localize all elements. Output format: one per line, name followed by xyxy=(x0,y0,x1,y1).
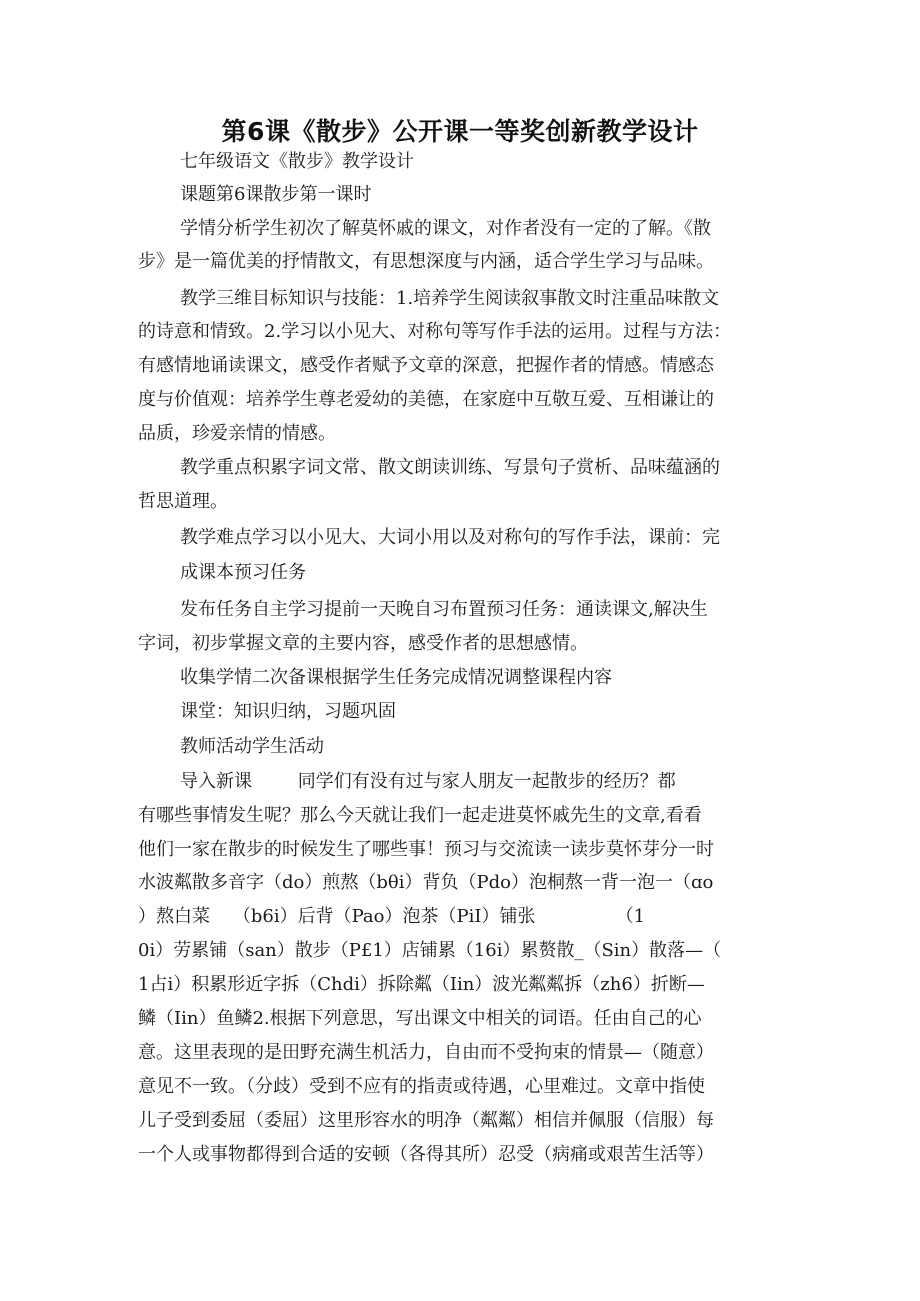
text-line: 导入新课 同学们有没有过与家人朋友一起散步的经历？都 xyxy=(180,771,676,792)
text-line: 哲思道理。 xyxy=(138,491,228,512)
text-line: 教学难点学习以小见大、大词小用以及对称句的写作手法，课前：完 xyxy=(180,527,720,548)
text-line: 1占i）积累形近字拆（Chdi）拆除粼（Iin）波光粼粼拆（zh6）折断— xyxy=(138,974,705,995)
text-line: 度与价值观：培养学生尊老爱幼的美德，在家庭中互敬互爱、互相谦让的 xyxy=(138,389,714,410)
text-line: 字词，初步掌握文章的主要内容，感受作者的思想感情。 xyxy=(138,633,588,654)
text-line: 成课本预习任务 xyxy=(180,562,306,583)
text-line: 意。这里表现的是田野充满生机活力，自由而不受拘束的情景—（随意） xyxy=(138,1042,714,1063)
text-line: 品质，珍爱亲情的情感。 xyxy=(138,423,336,444)
text-line: 0i）劳累铺（san）散步（P£1）店铺累（16i）累赘散_（Sin）散落—（ xyxy=(138,940,722,961)
text-line: 的诗意和情致。2.学习以小见大、对称句等写作手法的运用。过程与方法： xyxy=(138,321,732,342)
text-line: 儿子受到委屈（委屈）这里形容水的明净（粼粼）相信并佩服（信服）每 xyxy=(138,1110,714,1131)
text-line: 教学重点积累字词文常、散文朗读训练、写景句子赏析、品味蕴涵的 xyxy=(180,457,720,478)
document-title: 第6课《散步》公开课一等奖创新教学设计 xyxy=(221,117,699,146)
text-line: 他们一家在散步的时候发生了哪些事！预习与交流读一读步莫怀芽分一时 xyxy=(138,839,714,860)
text-line: 课题第6课散步第一课时 xyxy=(180,184,372,205)
text-line: ）熬白菜 （b6i）后背（Pao）泡茶（PiI）铺张 （1 xyxy=(138,906,646,927)
text-line: 水波粼散多音字（do）煎熬（bθi）背负（Pdo）泡桐熬一背一泡一（ɑo xyxy=(138,872,714,893)
text-line: 发布任务自主学习提前一天晚自习布置预习任务：通读课文,解决生 xyxy=(180,599,708,620)
text-line: 一个人或事物都得到合适的安顿（各得其所）忍受（病痛或艰苦生活等） xyxy=(138,1144,714,1165)
text-line: 学情分析学生初次了解莫怀戚的课文，对作者没有一定的了解。《散 xyxy=(180,218,711,239)
text-line: 教师活动学生活动 xyxy=(180,736,324,757)
text-line: 收集学情二次备课根据学生任务完成情况调整课程内容 xyxy=(180,667,612,688)
text-line: 意见不一致。（分歧）受到不应有的指责或待遇，心里难过。文章中指使 xyxy=(138,1076,705,1097)
text-line: 有哪些事情发生呢？那么今天就让我们一起走进莫怀戚先生的文章,看看 xyxy=(138,805,702,826)
text-line: 教学三维目标知识与技能：1.培养学生阅读叙事散文时注重品味散文 xyxy=(180,288,720,309)
text-line: 鳞（Iin）鱼鳞2.根据下列意思，写出课文中相关的词语。任由自己的心 xyxy=(138,1008,702,1029)
text-line: 课堂：知识归纳，习题巩固 xyxy=(180,701,396,722)
text-line: 有感情地诵读课文，感受作者赋予文章的深意，把握作者的情感。情感态 xyxy=(138,355,714,376)
text-line: 七年级语文《散步》教学设计 xyxy=(180,151,414,172)
text-line: 步》是一篇优美的抒情散文，有思想深度与内涵，适合学生学习与品味。 xyxy=(138,251,714,272)
